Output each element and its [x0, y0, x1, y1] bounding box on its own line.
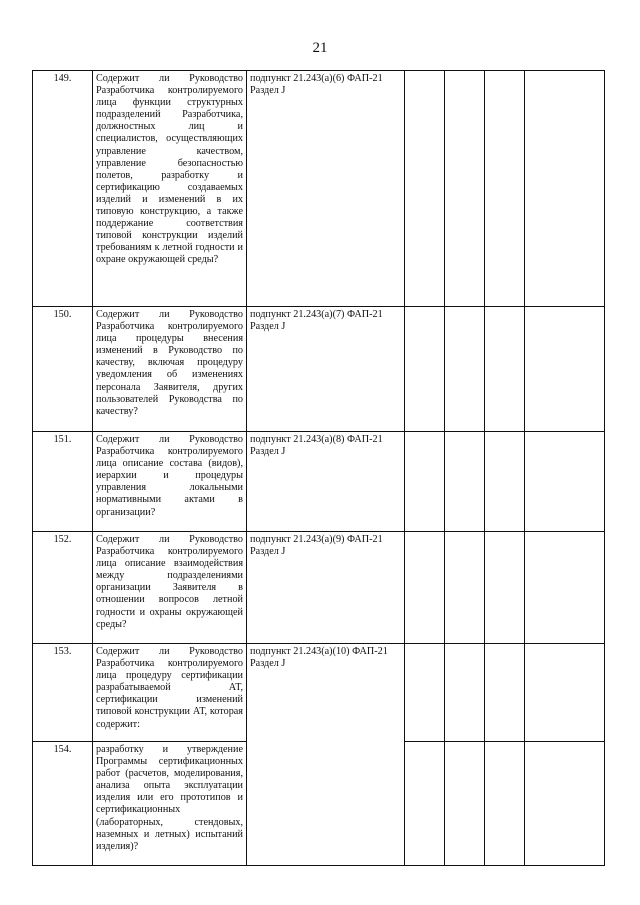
answer-no-cell [445, 644, 485, 742]
row-number: 154. [33, 742, 93, 866]
reference-section: Раздел J [250, 446, 286, 458]
answer-na-cell [485, 742, 525, 866]
table-row [33, 71, 605, 307]
page-number: 21 [312, 40, 328, 56]
answer-na-cell [485, 532, 525, 644]
remarks-cell [525, 644, 605, 742]
reference-section: Раздел J [250, 321, 286, 333]
answer-na-cell [485, 71, 525, 307]
answer-yes-cell [405, 432, 445, 532]
legal-reference [247, 432, 405, 532]
table-row [33, 307, 605, 432]
answer-yes-cell [405, 307, 445, 432]
row-number: 150. [33, 307, 93, 432]
reference-clause: подпункт 21.243(а)(10) ФАП-21 [250, 646, 388, 657]
legal-reference [247, 532, 405, 644]
reference-clause: подпункт 21.243(а)(9) ФАП-21 [250, 534, 383, 545]
remarks-cell [525, 432, 605, 532]
reference-clause: подпункт 21.243(а)(6) ФАП-21 [250, 73, 383, 84]
answer-yes-cell [405, 644, 445, 742]
remarks-cell [525, 532, 605, 644]
question-text: Содержит ли Руководство Разработчика контролируемого лица функции структурных подразделений Разработчика, должностных лиц и специалистов, осуществляющих управление качеством, управление безопасностью полетов, разработку и сертификацию создаваемых изделий и изменений в их типовую конструкцию, а также поддержание соответствия типовой конструкции изделий требованиям к летной годности и охране окружающей среды? [93, 71, 247, 307]
legal-reference [247, 307, 405, 432]
table-row [33, 432, 605, 532]
legal-reference [247, 71, 405, 307]
answer-yes-cell [405, 742, 445, 866]
answer-no-cell [445, 742, 485, 866]
row-number: 151. [33, 432, 93, 532]
reference-clause: подпункт 21.243(а)(8) ФАП-21 [250, 434, 383, 445]
reference-clause: подпункт 21.243(а)(7) ФАП-21 [250, 309, 383, 320]
remarks-cell [525, 742, 605, 866]
answer-na-cell [485, 307, 525, 432]
answer-na-cell [485, 644, 525, 742]
answer-na-cell [485, 432, 525, 532]
reference-section: Раздел J [250, 658, 286, 670]
answer-no-cell [445, 532, 485, 644]
table-row [33, 644, 605, 742]
remarks-cell [525, 71, 605, 307]
row-number: 149. [33, 71, 93, 307]
answer-no-cell [445, 432, 485, 532]
answer-no-cell [445, 307, 485, 432]
row-number: 152. [33, 532, 93, 644]
row-number: 153. [33, 644, 93, 742]
question-text: Содержит ли Руководство Разработчика контролируемого лица процедуры внесения изменений в Руководство по качеству, включая процедуру уведомления об изменениях персонала Заявителя, других пользователей Руководства по качеству? [93, 307, 247, 432]
question-text: Содержит ли Руководство Разработчика контролируемого лица описание взаимодействия между подразделениями организации Заявителя в отношении вопросов летной годности и охраны окружающей среды? [93, 532, 247, 644]
question-text: Содержит ли Руководство Разработчика контролируемого лица процедуру сертификации разрабатываемой АТ, сертификации изменений типовой конструкции АТ, которая содержит: [93, 644, 247, 742]
reference-section: Раздел J [250, 546, 286, 558]
answer-no-cell [445, 71, 485, 307]
question-text: Содержит ли Руководство Разработчика контролируемого лица описание состава (видов), иерархии и процедуры управления локальными нормативными актами в организации? [93, 432, 247, 532]
question-text: разработку и утверждение Программы сертификационных работ (расчетов, моделирования, анализа опыта эксплуатации изделия или его прототипов и сертификационных (лабораторных, стендовых, наземных и летных) испытаний изделия)? [93, 742, 247, 866]
remarks-cell [525, 307, 605, 432]
table-row [33, 532, 605, 644]
reference-section: Раздел J [250, 85, 286, 97]
checklist-table [32, 70, 605, 866]
answer-yes-cell [405, 532, 445, 644]
legal-reference [247, 644, 405, 866]
answer-yes-cell [405, 71, 445, 307]
